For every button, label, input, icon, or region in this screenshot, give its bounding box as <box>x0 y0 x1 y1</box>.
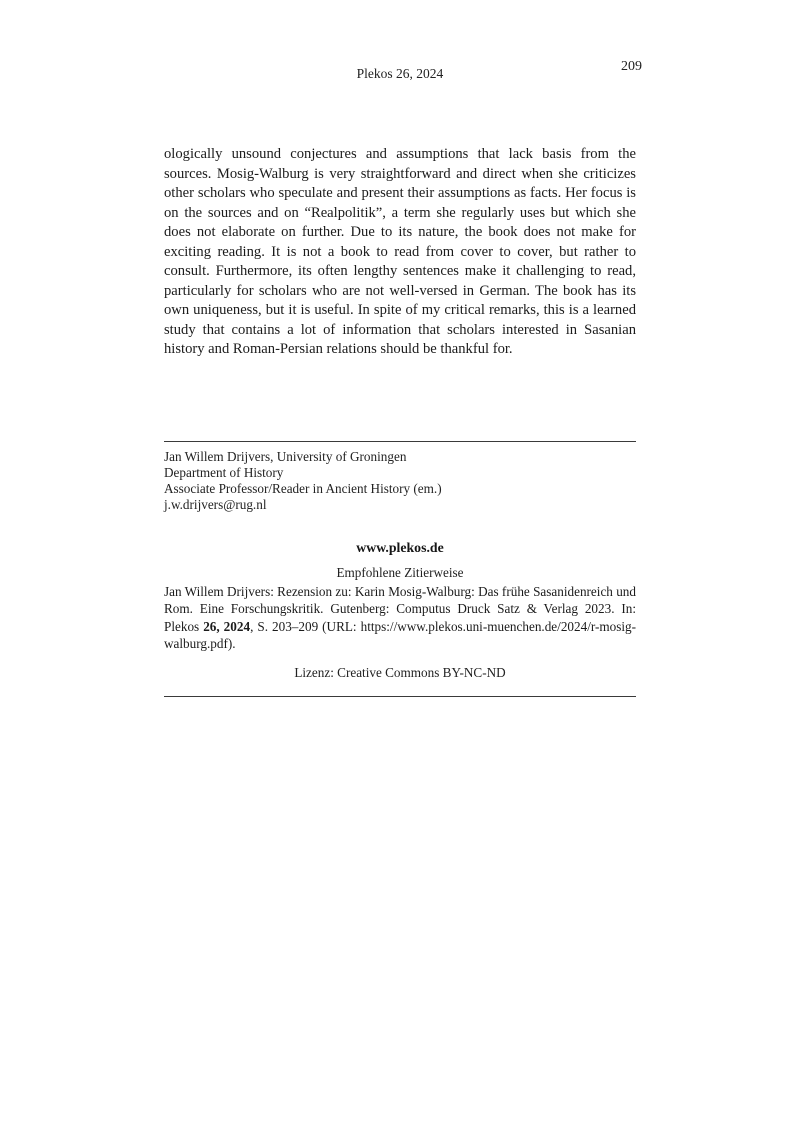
signature-line-author: Jan Willem Drijvers, University of Groningen <box>164 448 407 464</box>
journal-website: www.plekos.de <box>356 539 444 555</box>
page-number: 209 <box>621 59 642 74</box>
divider-bottom <box>164 696 636 697</box>
citation-heading: Empfohlene Zitierweise <box>336 564 464 580</box>
divider-top <box>164 441 636 442</box>
signature-line-email: j.w.drijvers@rug.nl <box>164 496 267 512</box>
signature-line-department: Department of History <box>164 464 284 480</box>
citation-text-start: Jan Willem Drijvers: Rezension zu: Karin Mosig-Walburg: Das frühe Sasanidenreich und Rom. Eine Forschungskritik. Gutenberg: Computus Druck Satz & Verlag 2023. In: Plekos <box>164 583 636 634</box>
author-signature <box>164 449 636 513</box>
running-title: Plekos 26, 2024 <box>356 66 444 81</box>
text-column <box>164 59 642 697</box>
citation-text-end: , S. 203–209 (URL: https://www.plekos.uni-muenchen.de/2024/r-mosig-walburg.pdf). <box>164 618 637 651</box>
page-header <box>164 59 642 86</box>
review-paragraph: ologically unsound conjectures and assumptions that lack basis from the sources. Mosig-Walburg is very straightforward and direct when she criticizes other scholars who speculate and present their assumptions as facts. Her focus is on the sources and on “Realpolitik”, a term she regularly uses but which she does not elaborate on further. Due to its nature, the book does not make for exciting reading. It is not a book to read from cover to cover, but rather to consult. Furthermore, its often lengthy sentences make it challenging to read, particularly for scholars who are not well-versed in German. The book has its own uniqueness, but it is useful. In spite of my critical remarks, this is a learned study that contains a lot of information that scholars interested in Sasanian history and Roman-Persian relations should be thankful for. <box>164 146 636 357</box>
signature-line-position: Associate Professor/Reader in Ancient History (em.) <box>164 480 442 496</box>
recommended-citation <box>164 583 636 653</box>
license-line: Lizenz: Creative Commons BY-NC-ND <box>294 664 506 680</box>
citation-volume-year: 26, 2024 <box>203 618 251 634</box>
